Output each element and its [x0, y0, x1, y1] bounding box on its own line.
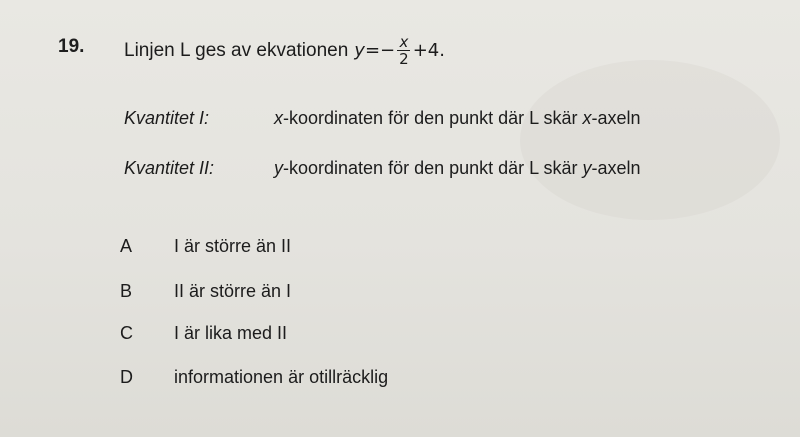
- option-letter: A: [120, 236, 133, 256]
- quantity-text-end: -axeln: [591, 108, 641, 128]
- quantity-text-mid: -koordinaten för den punkt där L skär: [283, 158, 583, 178]
- quantity-text: [274, 108, 641, 129]
- option-d[interactable]: [120, 367, 388, 388]
- fraction-numerator: x: [399, 33, 409, 51]
- option-letter: D: [120, 367, 133, 387]
- option-a[interactable]: [120, 236, 291, 257]
- option-c[interactable]: [120, 323, 287, 344]
- option-text: informationen är otillräcklig: [174, 367, 389, 387]
- question-number: 19.: [58, 36, 85, 57]
- quantity-variable: x: [274, 108, 283, 128]
- quantity-axis-variable: y: [582, 158, 592, 178]
- quantity-text-mid: -koordinaten för den punkt där L skär: [283, 108, 583, 128]
- option-letter: B: [120, 281, 133, 301]
- quantity-variable: y: [274, 158, 283, 178]
- equation-tail: +4.: [412, 40, 445, 61]
- option-b[interactable]: [120, 281, 291, 302]
- equation-equals: =: [364, 40, 381, 61]
- quantity-label: Kvantitet II:: [124, 158, 215, 178]
- paper-shading: [520, 60, 780, 220]
- question-stem: [124, 34, 445, 67]
- equation-fraction: [397, 34, 411, 67]
- equation-lhs: y: [354, 40, 365, 61]
- quantity-axis-variable: x: [582, 108, 592, 128]
- quantity-row-1: [124, 108, 641, 129]
- fraction-denominator: 2: [399, 50, 409, 68]
- quantity-row-2: [124, 158, 641, 179]
- equation-minus: −: [380, 40, 396, 61]
- option-letter: C: [120, 323, 133, 343]
- option-text: II är större än I: [174, 281, 292, 301]
- quantity-text: [274, 158, 641, 179]
- option-text: I är lika med II: [174, 323, 288, 343]
- option-text: I är större än II: [174, 236, 292, 256]
- question-stem-text: Linjen L ges av ekvationen: [124, 39, 349, 61]
- quantity-label: Kvantitet I:: [124, 108, 210, 128]
- line-equation: [354, 34, 445, 67]
- quantity-text-end: -axeln: [591, 158, 641, 178]
